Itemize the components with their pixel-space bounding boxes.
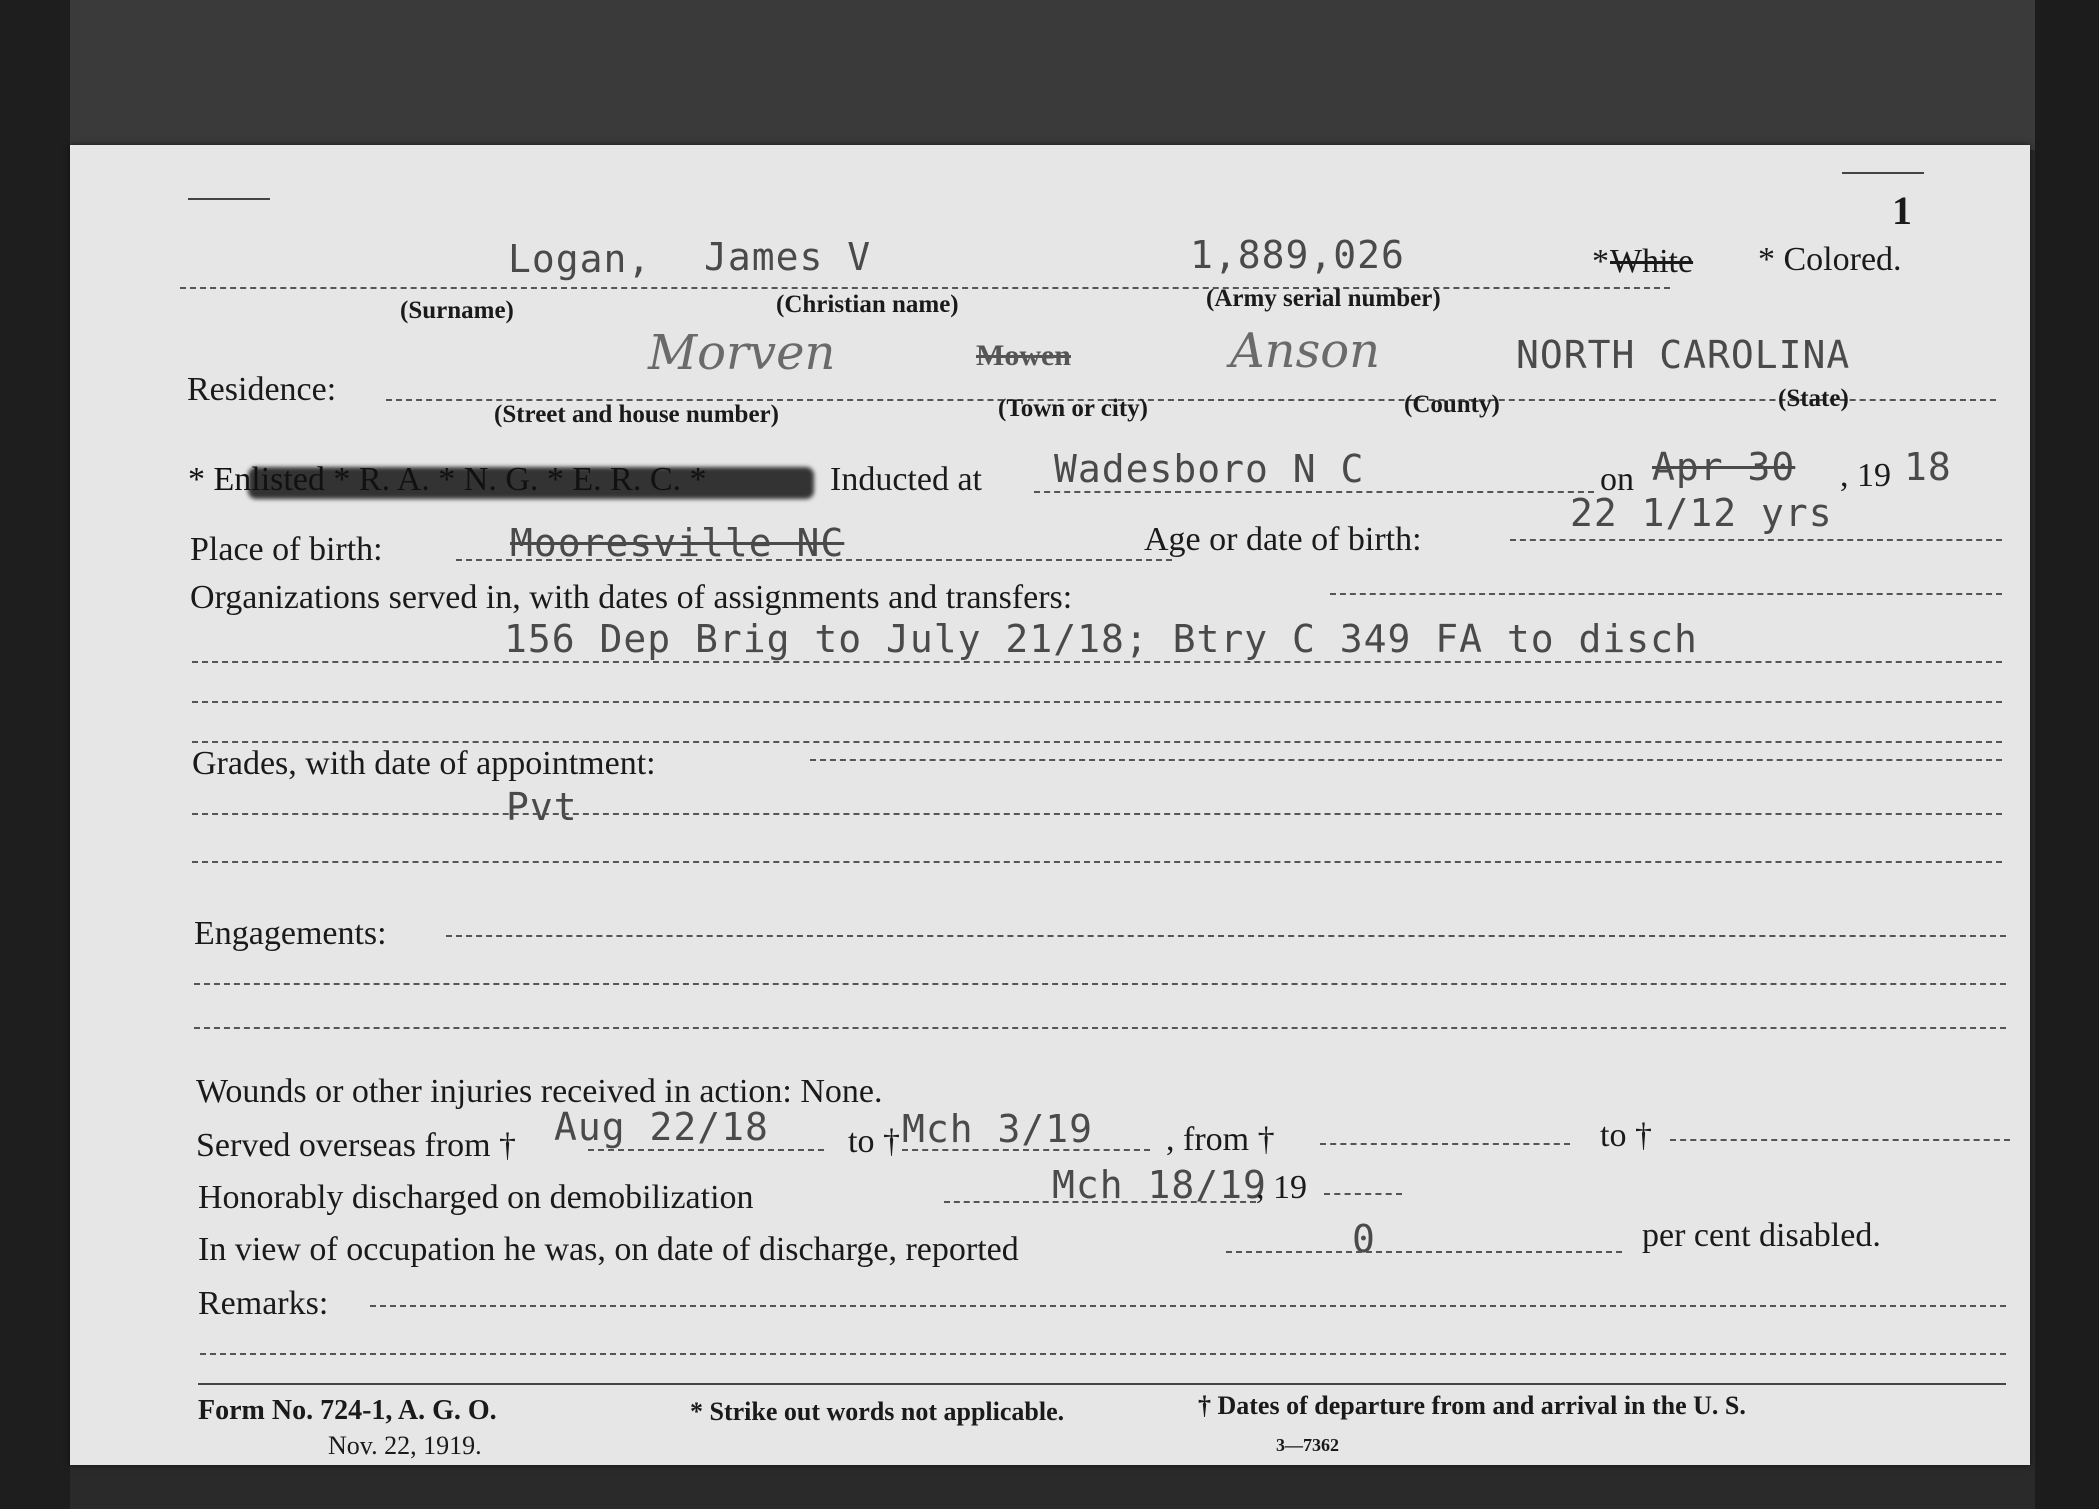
print-code: 3—7362 — [1276, 1435, 1339, 1455]
overseas-to2-line — [1670, 1139, 2010, 1141]
state-value: NORTH CAROLINA — [1516, 333, 1851, 377]
grades-label: Grades, with date of appointment: — [192, 745, 656, 782]
organizations-label: Organizations served in, with dates of assignments and transfers: — [190, 579, 1073, 616]
grades-line-2 — [192, 813, 2002, 815]
christian-name-caption: (Christian name) — [776, 291, 959, 318]
street-caption: (Street and house number) — [494, 401, 779, 428]
enlisted-options: * Enlisted * R. A. * N. G. * E. R. C. * — [188, 461, 707, 498]
induction-place-line — [1034, 491, 1594, 493]
serial-number-caption: (Army serial number) — [1206, 285, 1441, 312]
remarks-line-1 — [370, 1305, 2006, 1307]
overseas-from2-line — [1320, 1143, 1570, 1145]
town-caption: (Town or city) — [998, 395, 1148, 422]
grades-line-3 — [192, 861, 2002, 863]
overseas-to-date: Mch 3/19 — [902, 1107, 1094, 1151]
organizations-line-4 — [192, 741, 2002, 743]
engagements-line-2 — [194, 983, 2006, 985]
race-white-option: White — [1610, 243, 1694, 280]
discharge-year: , 19 — [1256, 1169, 1307, 1206]
street-value: Morven — [648, 325, 836, 381]
serial-number-value: 1,889,026 — [1190, 233, 1405, 277]
birthplace-line — [456, 559, 1172, 561]
induction-year-prefix: , 19 — [1840, 457, 1891, 494]
induction-year-value: 18 — [1904, 445, 1952, 489]
age-value: 22 1/12 yrs — [1570, 491, 1833, 535]
grades-entry: Pvt — [506, 785, 578, 829]
birthplace-label: Place of birth: — [190, 531, 383, 568]
disability-value: 0 — [1352, 1217, 1376, 1261]
race-colored-option: * Colored. — [1758, 241, 1902, 278]
scan-background-right — [2035, 0, 2099, 1509]
footer-divider — [198, 1383, 2006, 1385]
induction-date-value: Apr 30 — [1652, 445, 1796, 489]
footer-note-strike: * Strike out words not applicable. — [690, 1397, 1065, 1426]
organizations-line-1 — [1330, 593, 2002, 595]
discharge-year-line — [1324, 1193, 1402, 1195]
disability-label: In view of occupation he was, on date of discharge, reported — [198, 1231, 1019, 1268]
race-white-prefix: * — [1592, 243, 1609, 280]
surname-value: Logan, — [508, 237, 652, 281]
form-number: Form No. 724-1, A. G. O. — [198, 1395, 497, 1426]
scan-background-left — [0, 0, 70, 1509]
service-record-card — [70, 145, 2030, 1465]
corner-rule-right — [1842, 172, 1924, 174]
overseas-to-label: to † — [848, 1123, 900, 1160]
form-date: Nov. 22, 1919. — [328, 1431, 482, 1460]
wounds-label: Wounds or other injuries received in action: None. — [196, 1073, 883, 1110]
age-label: Age or date of birth: — [1144, 521, 1422, 558]
inducted-at-label: Inducted at — [830, 461, 982, 498]
footer-note-dates: † Dates of departure from and arrival in the U. S. — [1198, 1391, 1746, 1420]
disability-line — [1226, 1251, 1622, 1253]
discharge-label: Honorably discharged on demobilization — [198, 1179, 754, 1216]
state-caption: (State) — [1778, 385, 1849, 412]
residence-label: Residence: — [187, 371, 337, 408]
overseas-to-line — [902, 1149, 1150, 1151]
disability-suffix: per cent disabled. — [1642, 1217, 1881, 1254]
induction-place-value: Wadesboro N C — [1054, 447, 1365, 491]
corner-rule-left — [188, 198, 270, 200]
overseas-from-line — [588, 1149, 824, 1151]
overseas-from-date: Aug 22/18 — [554, 1105, 769, 1149]
overseas-from2-label: , from † — [1166, 1121, 1275, 1158]
scan-background-top — [0, 0, 2099, 150]
remarks-line-2 — [200, 1353, 2006, 1355]
birthplace-value: Mooresville NC — [510, 521, 845, 565]
remarks-label: Remarks: — [198, 1285, 329, 1322]
age-line — [1510, 539, 2002, 541]
discharge-line — [944, 1201, 1256, 1203]
grades-line-1 — [810, 759, 2002, 761]
county-caption: (County) — [1404, 391, 1500, 418]
organizations-line-3 — [192, 701, 2002, 703]
organizations-line-2 — [192, 661, 2002, 663]
town-struck-value: Mowen — [976, 339, 1071, 372]
engagements-label: Engagements: — [194, 915, 387, 952]
induction-on-label: on — [1600, 461, 1634, 498]
card-page-number: 1 — [1892, 188, 1912, 233]
engagements-line-3 — [194, 1027, 2006, 1029]
county-value: Anson — [1230, 323, 1381, 379]
overseas-label: Served overseas from † — [196, 1127, 517, 1164]
engagements-line-1 — [446, 935, 2006, 937]
organizations-entry: 156 Dep Brig to July 21/18; Btry C 349 FA to disch — [504, 617, 1698, 661]
name-line — [180, 287, 1670, 289]
overseas-to2-label: to † — [1600, 1117, 1652, 1154]
discharge-date: Mch 18/19 — [1052, 1163, 1267, 1207]
surname-caption: (Surname) — [400, 297, 514, 324]
christian-name-value: James V — [704, 235, 872, 279]
